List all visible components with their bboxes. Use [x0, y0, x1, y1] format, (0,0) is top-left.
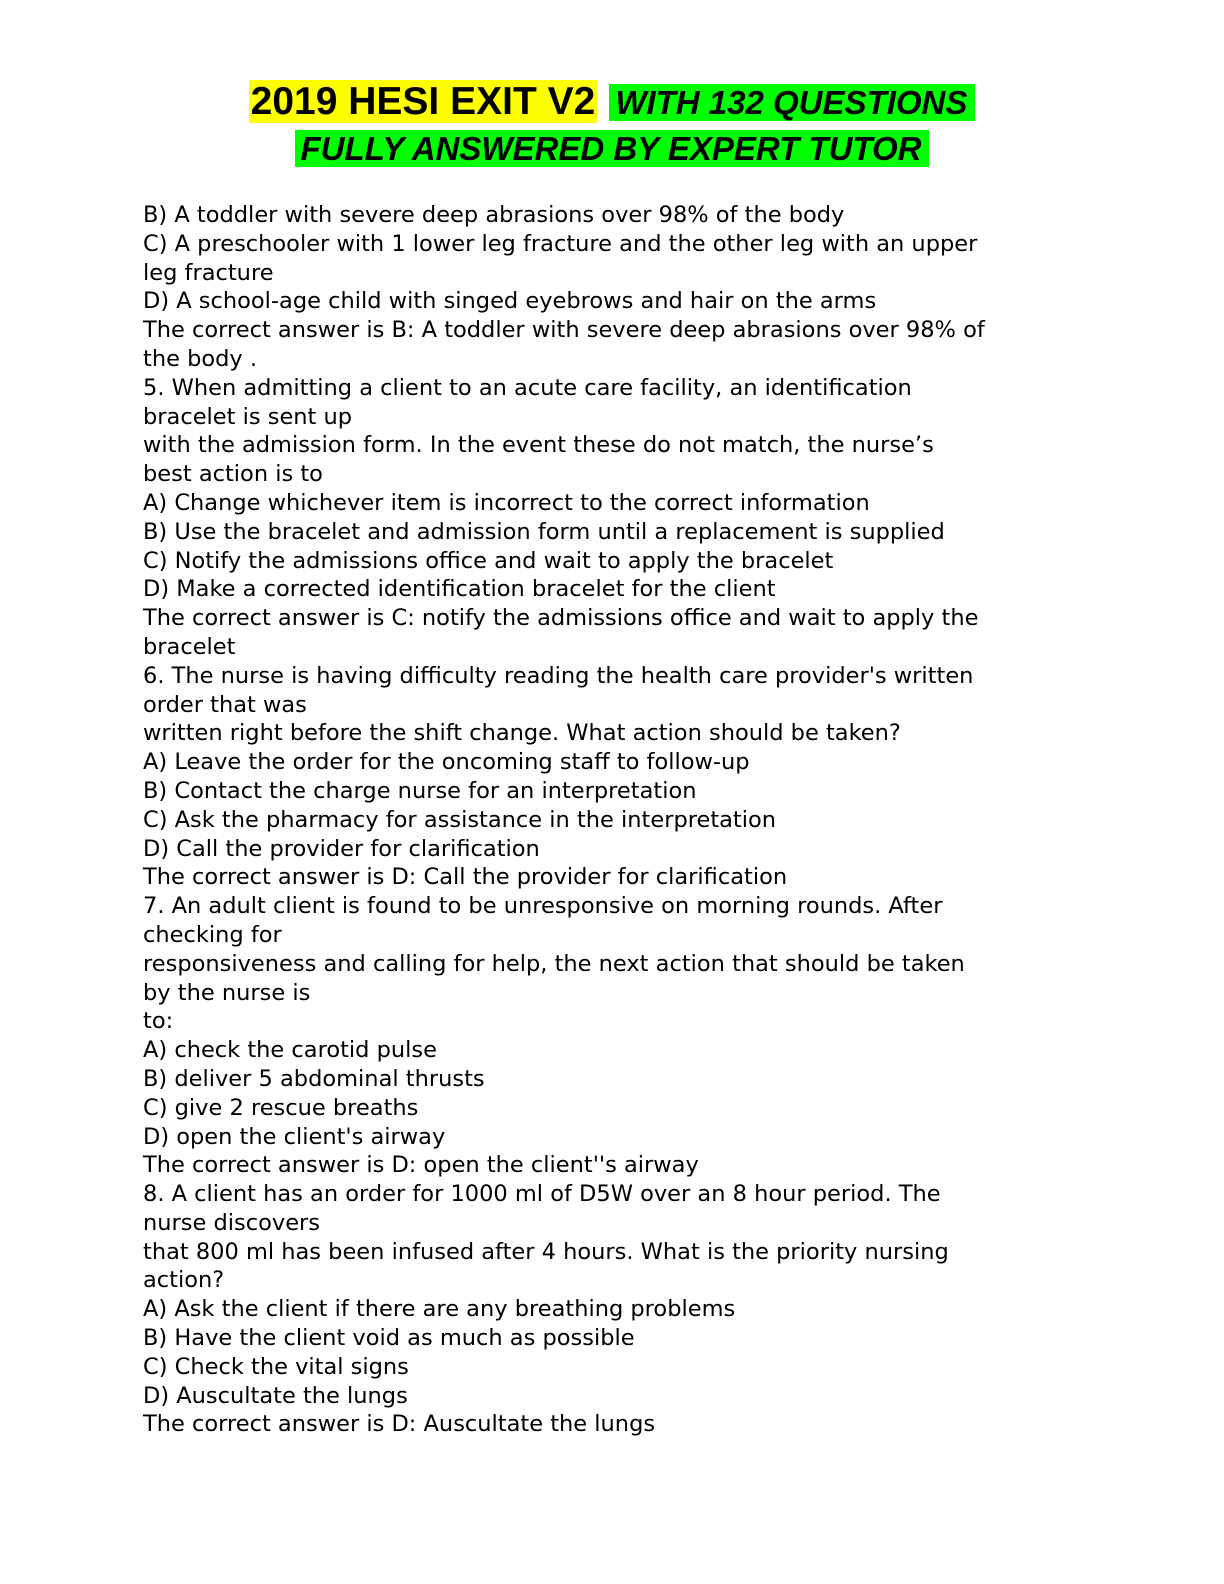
text-line: by the nurse is — [143, 979, 311, 1006]
text-line: The correct answer is D: Call the provider for clarification — [143, 864, 788, 891]
title-subtitle: FULLY ANSWERED BY EXPERT TUTOR — [295, 130, 930, 167]
text-line: C) A preschooler with 1 lower leg fracture and the other leg with an upper — [143, 230, 978, 257]
text-line: best action is to — [143, 461, 323, 488]
document-title-line-1 — [0, 78, 1224, 126]
text-line: The correct answer is B: A toddler with severe deep abrasions over 98% of — [143, 317, 985, 344]
text-line: bracelet — [143, 633, 236, 660]
text-line: 5. When admitting a client to an acute care facility, an identification — [143, 374, 912, 401]
text-line: B) Use the bracelet and admission form until a replacement is supplied — [143, 518, 945, 545]
text-line: that 800 ml has been infused after 4 hours. What is the priority nursing — [143, 1238, 949, 1265]
text-line: A) Ask the client if there are any breathing problems — [143, 1296, 736, 1323]
text-line: C) Check the vital signs — [143, 1353, 409, 1380]
text-line: C) give 2 rescue breaths — [143, 1094, 419, 1121]
text-line: responsiveness and calling for help, the next action that should be taken — [143, 950, 965, 977]
title-question-count: WITH 132 QUESTIONS — [609, 84, 975, 121]
text-line: to: — [143, 1008, 174, 1035]
text-line: A) Change whichever item is incorrect to the correct information — [143, 489, 870, 516]
text-line: 6. The nurse is having difficulty reading the health care provider's written — [143, 662, 974, 689]
text-line: action? — [143, 1267, 225, 1294]
document-title-line-2 — [0, 128, 1224, 170]
text-line: B) A toddler with severe deep abrasions over 98% of the body — [143, 202, 845, 228]
text-line: checking for — [143, 921, 282, 948]
text-line: order that was — [143, 691, 307, 718]
text-line: D) Call the provider for clarification — [143, 835, 540, 862]
text-line: B) Contact the charge nurse for an interpretation — [143, 777, 697, 804]
text-line: 7. An adult client is found to be unresponsive on morning rounds. After — [143, 893, 943, 920]
text-line: with the admission form. In the event these do not match, the nurse’s — [143, 432, 934, 459]
text-line: B) deliver 5 abdominal thrusts — [143, 1065, 485, 1092]
text-line: 8. A client has an order for 1000 ml of D5W over an 8 hour period. The — [143, 1181, 941, 1208]
text-line: A) check the carotid pulse — [143, 1037, 437, 1064]
text-line: C) Ask the pharmacy for assistance in the interpretation — [143, 806, 777, 833]
text-line: D) open the client's airway — [143, 1123, 446, 1150]
text-line: the body . — [143, 345, 258, 372]
text-line: bracelet is sent up — [143, 403, 353, 430]
document-body — [143, 201, 1103, 1439]
text-line: D) Make a corrected identification bracelet for the client — [143, 576, 776, 603]
text-line: The correct answer is D: Auscultate the lungs — [143, 1411, 656, 1438]
text-line: The correct answer is D: open the client''s airway — [143, 1152, 699, 1179]
text-line: D) A school-age child with singed eyebrows and hair on the arms — [143, 288, 877, 315]
text-line: The correct answer is C: notify the admissions office and wait to apply the — [143, 605, 979, 632]
text-line: D) Auscultate the lungs — [143, 1382, 408, 1409]
title-exam-name: 2019 HESI EXIT V2 — [250, 80, 596, 123]
text-line: C) Notify the admissions office and wait to apply the bracelet — [143, 547, 834, 574]
text-line: B) Have the client void as much as possible — [143, 1325, 635, 1352]
text-line: leg fracture — [143, 259, 274, 286]
text-line: written right before the shift change. What action should be taken? — [143, 720, 901, 747]
text-line: A) Leave the order for the oncoming staff to follow-up — [143, 749, 750, 776]
text-line: nurse discovers — [143, 1209, 321, 1236]
